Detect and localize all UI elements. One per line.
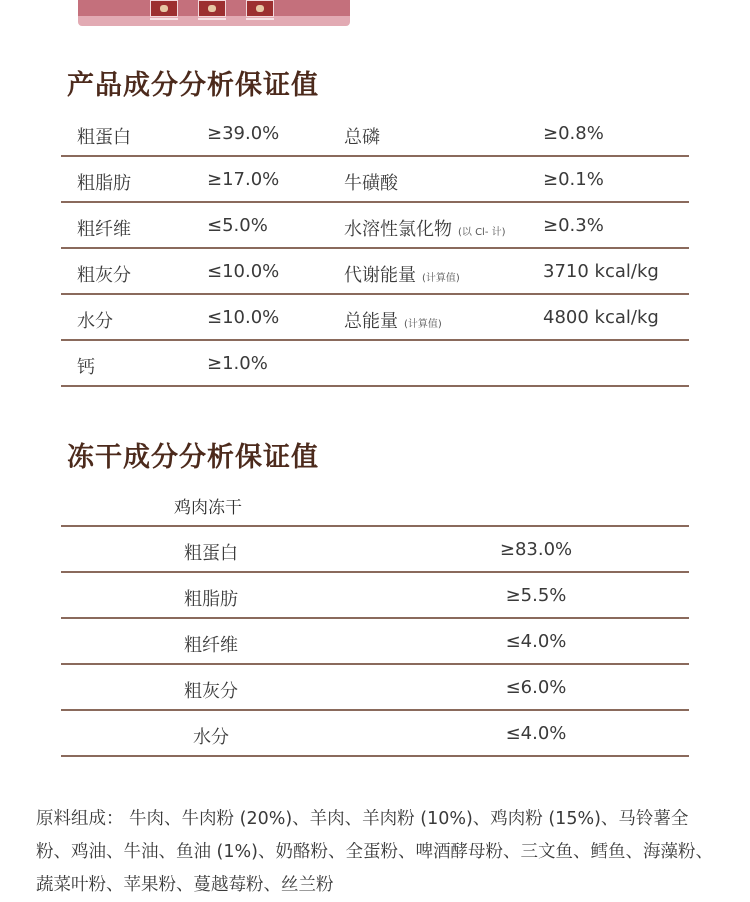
tile-graphic <box>160 5 168 12</box>
nutrient-name: 粗纤维 <box>184 635 238 656</box>
nutrient-name-2 <box>344 353 350 374</box>
freeze-dried-subtitle: 鸡肉冻干 <box>174 498 242 518</box>
table-row <box>61 573 689 619</box>
product-analysis-table <box>61 111 689 387</box>
table-row <box>61 619 689 665</box>
table-row <box>61 295 689 341</box>
nutrient-value: ≤4.0% <box>505 631 567 652</box>
nutrient-value: ≤5.0% <box>207 215 268 236</box>
table-row <box>61 157 689 203</box>
table-row <box>61 203 689 249</box>
package-tile-2 <box>198 0 226 17</box>
nutrient-name: 粗脂肪 <box>77 173 131 194</box>
product-analysis-title: 产品成分分析保证值 <box>67 70 319 101</box>
nutrient-name-2: 水溶性氯化物 (以 Cl- 计) <box>344 219 506 240</box>
nutrient-value: ≥17.0% <box>207 169 280 190</box>
nutrient-note: (计算值) <box>422 273 460 284</box>
table-row <box>61 665 689 711</box>
nutrient-note: (以 Cl- 计) <box>458 227 506 238</box>
nutrient-name-2: 总能量 (计算值) <box>344 311 442 332</box>
nutrient-value: ≥39.0% <box>207 123 280 144</box>
nutrient-name: 粗灰分 <box>77 265 131 286</box>
table-row <box>61 527 689 573</box>
nutrient-name-2: 牛磺酸 <box>344 173 398 194</box>
table-row <box>61 711 689 757</box>
product-package-image <box>78 0 350 26</box>
nutrient-value: ≤10.0% <box>207 307 280 328</box>
package-caption-1 <box>150 18 178 20</box>
nutrient-value-2: 4800 kcal/kg <box>543 307 659 328</box>
freeze-dried-analysis-title: 冻干成分分析保证值 <box>67 442 319 473</box>
nutrient-name-2: 总磷 <box>344 127 380 148</box>
nutrient-value: ≥1.0% <box>207 353 268 374</box>
nutrient-name: 粗灰分 <box>184 681 238 702</box>
freeze-dried-analysis-table <box>61 479 689 757</box>
nutrient-name: 粗纤维 <box>77 219 131 240</box>
nutrient-name: 粗蛋白 <box>77 127 131 148</box>
nutrient-value: ≤6.0% <box>505 677 567 698</box>
table-row <box>61 249 689 295</box>
nutrient-name: 水分 <box>77 311 113 332</box>
nutrient-value: ≥83.0% <box>499 539 573 560</box>
package-caption-3 <box>246 18 274 20</box>
table-header-row <box>61 479 689 527</box>
nutrient-name: 水分 <box>193 727 229 748</box>
nutrient-value-2: ≥0.1% <box>543 169 604 190</box>
table-row <box>61 341 689 387</box>
nutrient-note: (计算值) <box>404 319 442 330</box>
nutrient-value: ≤4.0% <box>505 723 567 744</box>
package-tile-3 <box>246 0 274 17</box>
nutrient-name-2: 代谢能量 (计算值) <box>344 265 460 286</box>
table-row <box>61 111 689 157</box>
nutrient-value-2: 3710 kcal/kg <box>543 261 659 282</box>
nutrient-value: ≥5.5% <box>505 585 567 606</box>
ingredients-text: 原料组成： 牛肉、牛肉粉 (20%)、羊肉、羊肉粉 (10%)、鸡肉粉 (15%)、马铃薯全粉、鸡油、牛油、鱼油 (1%)、奶酪粉、全蛋粉、啤酒酵母粉、三文鱼、鳕鱼、海藻粉、蔬菜叶粉、苹果粉、蔓越莓粉、丝兰粉 <box>36 809 713 895</box>
nutrient-name: 粗脂肪 <box>184 589 238 610</box>
nutrient-name: 钙 <box>77 357 95 378</box>
package-caption-2 <box>198 18 226 20</box>
tile-graphic <box>256 5 264 12</box>
nutrient-value-2: ≥0.3% <box>543 215 604 236</box>
nutrient-name: 粗蛋白 <box>184 543 238 564</box>
nutrient-value-2: ≥0.8% <box>543 123 604 144</box>
package-tile-1 <box>150 0 178 17</box>
tile-graphic <box>208 5 216 12</box>
nutrient-value: ≤10.0% <box>207 261 280 282</box>
